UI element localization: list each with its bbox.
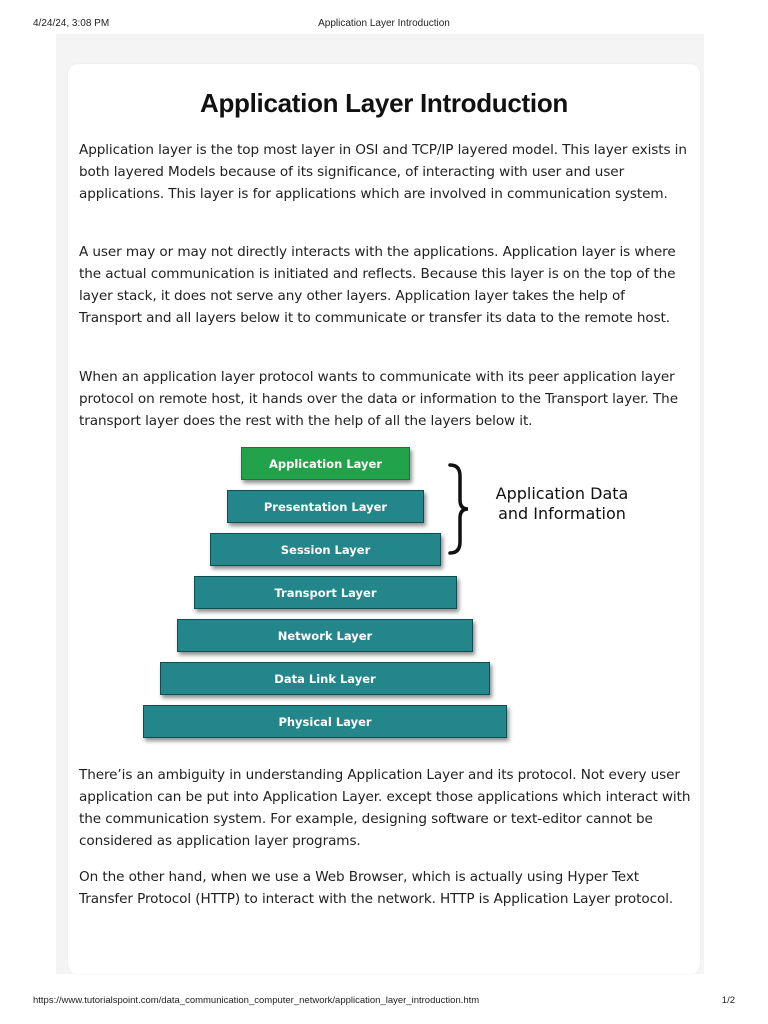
layer-physical: Physical Layer xyxy=(143,705,507,738)
layer-network: Network Layer xyxy=(177,619,473,652)
print-url: https://www.tutorialspoint.com/data_communication_computer_network/application_layer_introduction.htm xyxy=(33,995,480,1006)
print-doc-title: Application Layer Introduction xyxy=(318,18,450,29)
paragraph-http-example: On the other hand, when we use a Web Browser, which is actually using Hyper Text Transfer Protocol (HTTP) to interact with the network. HTTP is Application Layer protocol. xyxy=(79,869,674,907)
layer-data-link: Data Link Layer xyxy=(160,662,490,695)
paragraph-user-interaction: A user may or may not directly interacts with the applications. Application layer is where the actual communication is initiated and reflects. Because this layer is on the top of the layer stack, it does not serve any other layers. Application layer takes the help of Transport and all layers below it to communicate or transfer its data to the remote host. xyxy=(79,244,676,326)
page-title: Application Layer Introduction xyxy=(199,88,568,118)
layer-session: Session Layer xyxy=(210,533,441,566)
print-header xyxy=(33,18,735,32)
paragraph-protocol-handover: When an application layer protocol wants to communicate with its peer application layer protocol on remote host, it hands over the data or information to the Transport layer. The transport layer does the rest with the help of all the layers below it. xyxy=(79,369,678,429)
paragraph-intro: Application layer is the top most layer in OSI and TCP/IP layered model. This layer exists in both layered Models because of its significance, of interacting with user and user applications. This layer is for applications which are involved in communication system. xyxy=(79,142,687,202)
print-date: 4/24/24, 3:08 PM xyxy=(33,18,110,29)
print-footer xyxy=(33,995,735,1009)
diagram-annotation xyxy=(482,484,642,524)
layer-application: Application Layer xyxy=(241,447,410,480)
annotation-line-1: Application Data xyxy=(495,484,629,503)
annotation-line-2: and Information xyxy=(498,504,626,523)
paragraph-ambiguity: There’is an ambiguity in understanding Application Layer and its protocol. Not every user application can be put into Application Layer. except those applications which interact with the communication system. For example, designing software or text-editor cannot be considered as application layer programs. xyxy=(79,767,691,849)
layer-presentation: Presentation Layer xyxy=(227,490,424,523)
curly-brace-icon xyxy=(446,462,476,556)
layer-transport: Transport Layer xyxy=(194,576,457,609)
print-page-number: 1/2 xyxy=(721,995,735,1006)
